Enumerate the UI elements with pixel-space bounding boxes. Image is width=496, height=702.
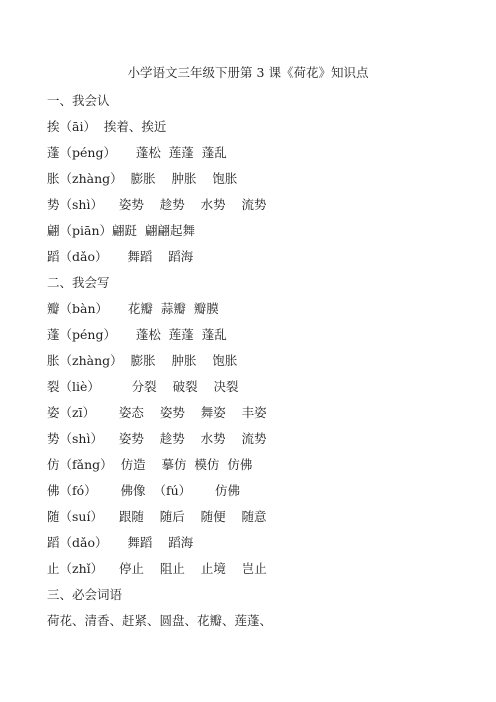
text-line: 止（zhǐ） 停止 阻止 止境 岂止 xyxy=(47,561,267,576)
text-line: 随（suí） 跟随 随后 随便 随意 xyxy=(47,509,267,524)
text-line: 瓣（bàn） 花瓣 蒜瓣 瓣膜 xyxy=(47,301,219,316)
text-line: 仿（fǎng） 仿造 摹仿 模仿 仿佛 xyxy=(47,457,253,472)
text-line: 势（shì） 姿势 趁势 水势 流势 xyxy=(47,197,267,212)
text-line: 挨（āi） 挨着、挨近 xyxy=(47,119,167,134)
text-line: 胀（zhàng） 膨胀 肿胀 饱胀 xyxy=(47,353,238,368)
text-line: 翩（piān）翩跹 翩翩起舞 xyxy=(47,223,195,238)
text-line: 佛（fó） 佛像 （fú） 仿佛 xyxy=(47,483,240,498)
text-line: 蓬（péng） 蓬松 莲蓬 蓬乱 xyxy=(47,145,227,160)
section-heading-recognize: 一、我会认 xyxy=(47,93,110,108)
text-line: 裂（liè） 分裂 破裂 决裂 xyxy=(47,379,239,394)
text-line: 势（shì） 姿势 趁势 水势 流势 xyxy=(47,431,267,446)
section-heading-vocabulary: 三、必会词语 xyxy=(47,587,123,602)
text-line: 姿（zī） 姿态 姿势 舞姿 丰姿 xyxy=(47,405,267,420)
document-title: 小学语文三年级下册第 3 课《荷花》知识点 xyxy=(127,65,369,80)
text-line: 蹈（dǎo） 舞蹈 蹈海 xyxy=(47,535,194,550)
text-line: 荷花、清香、赶紧、圆盘、花瓣、莲蓬、 xyxy=(47,613,273,628)
text-line: 蹈（dǎo） 舞蹈 蹈海 xyxy=(47,249,194,264)
text-line: 胀（zhàng） 膨胀 肿胀 饱胀 xyxy=(47,171,238,186)
section-heading-write: 二、我会写 xyxy=(47,275,110,290)
text-line: 蓬（péng） 蓬松 莲蓬 蓬乱 xyxy=(47,327,227,342)
